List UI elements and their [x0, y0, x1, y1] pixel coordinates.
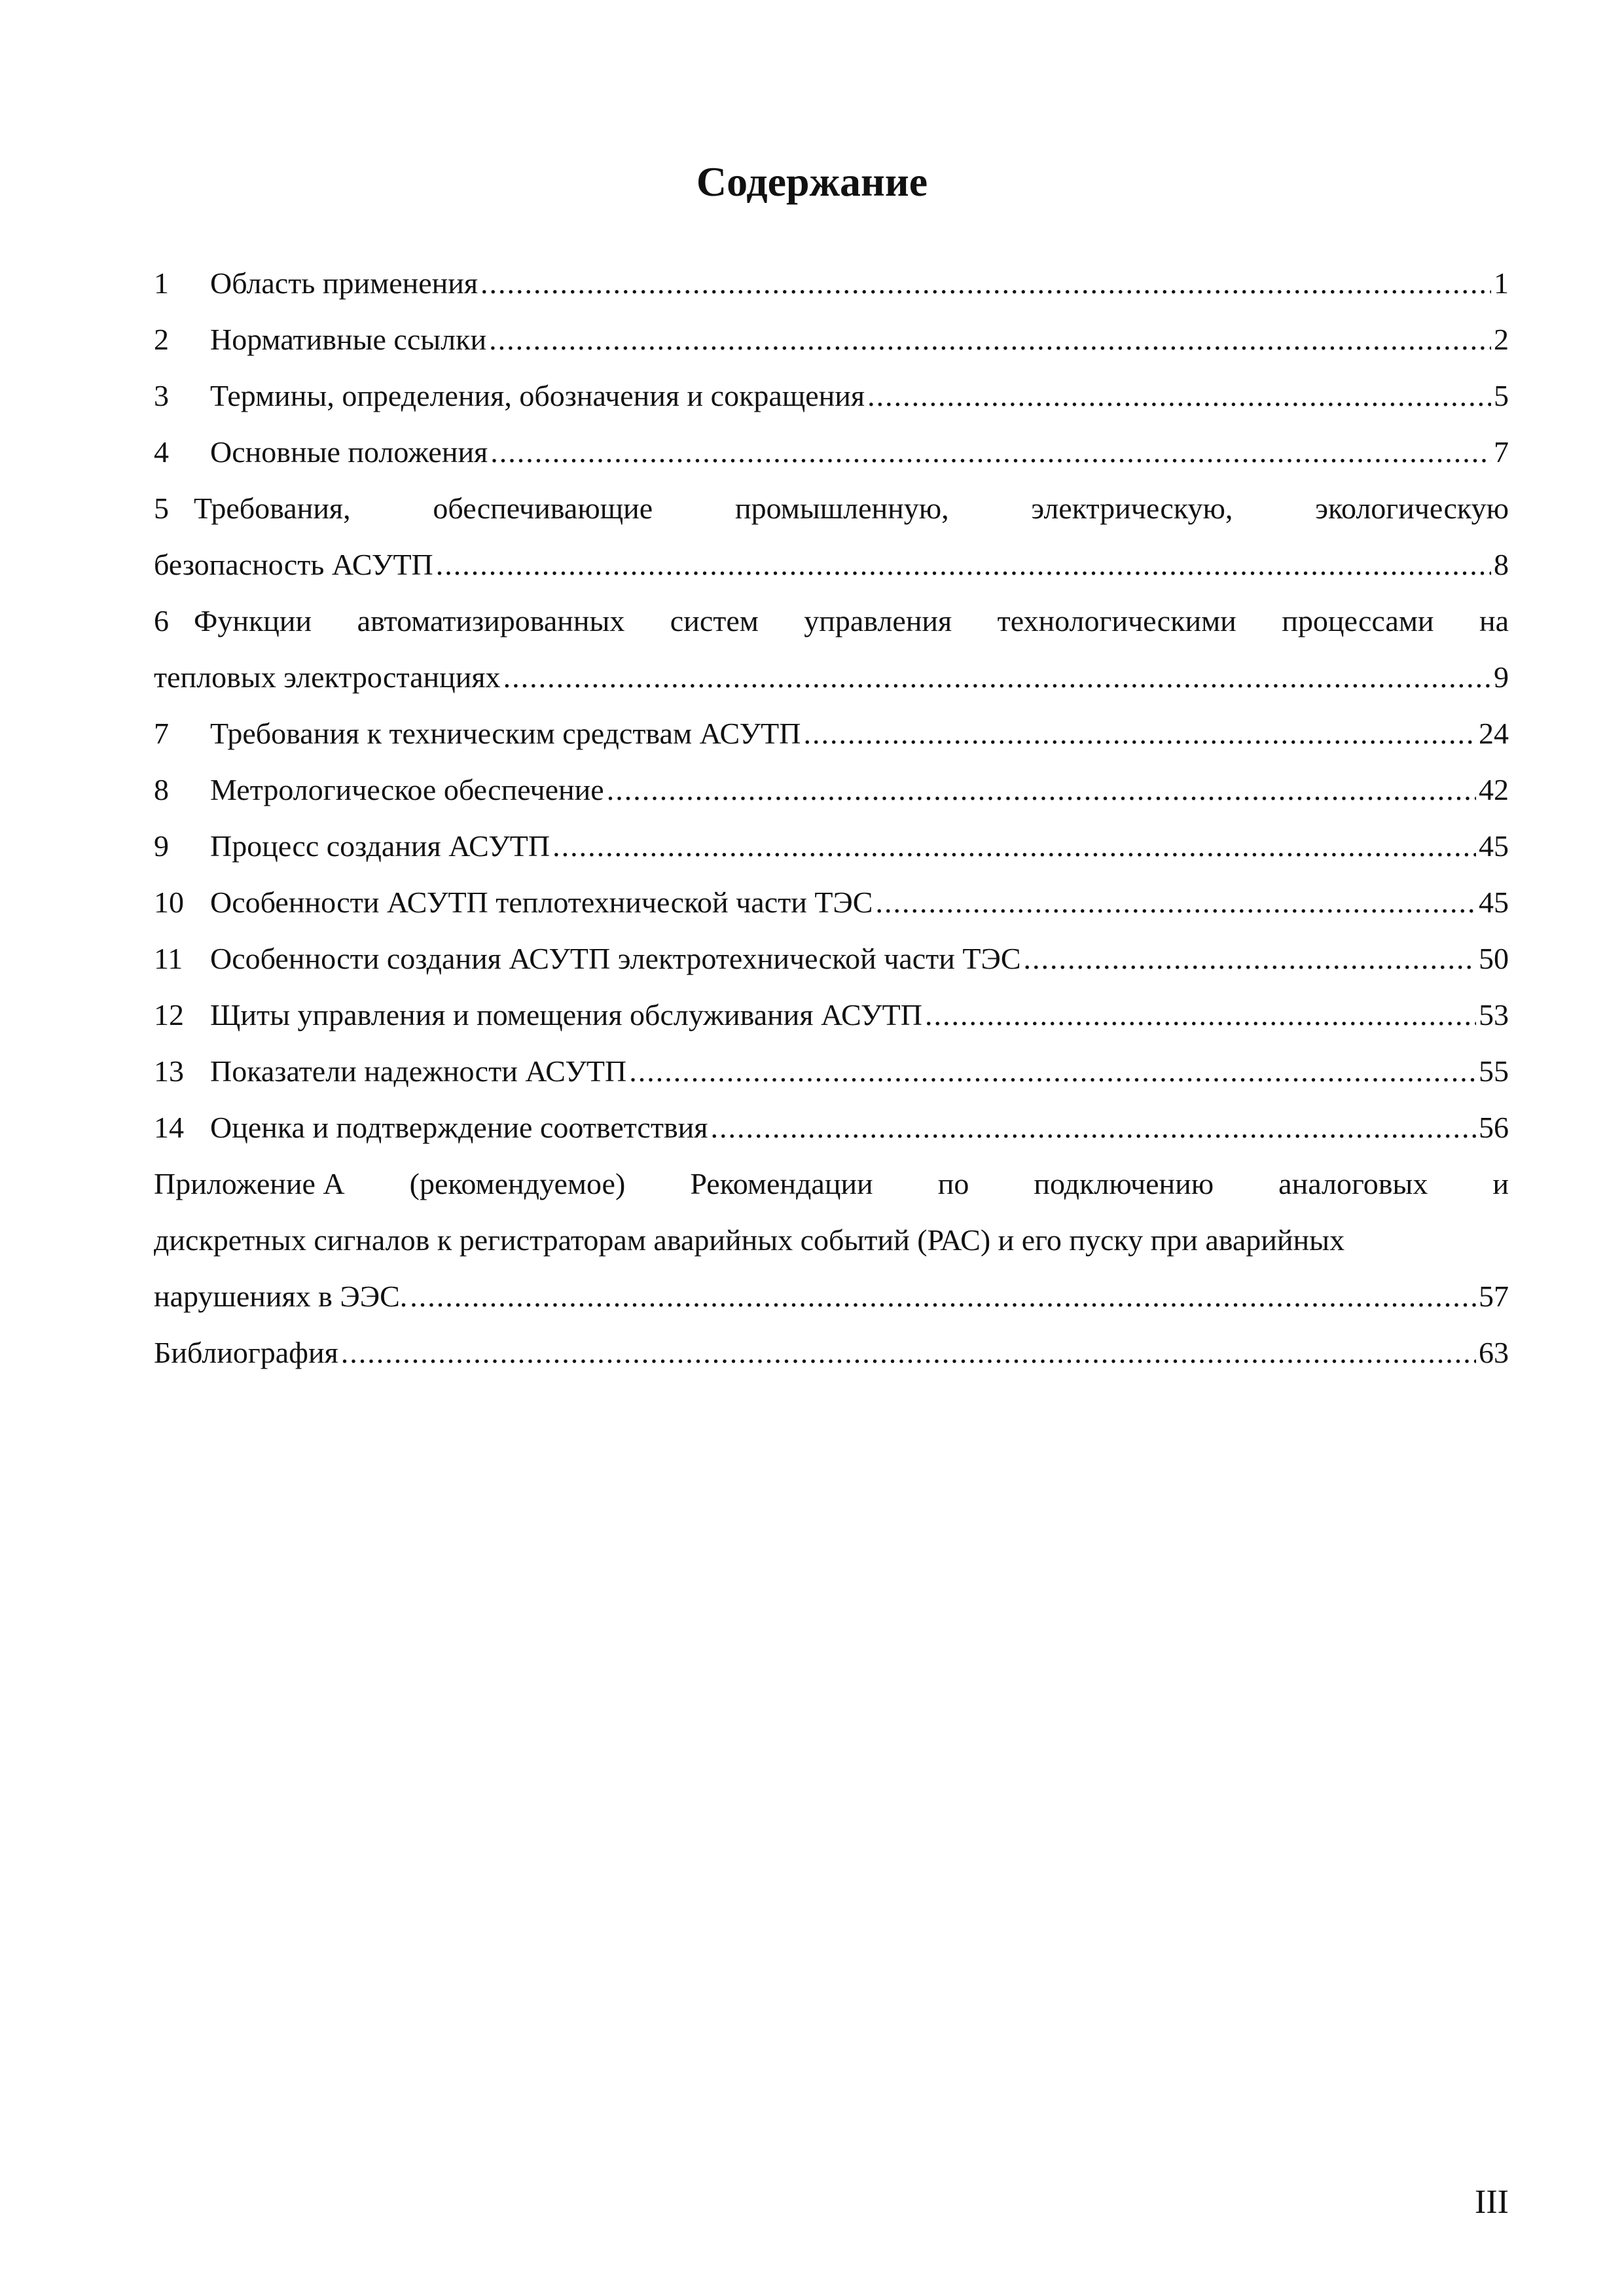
leader-dots — [867, 368, 1491, 424]
toc-entry-word: Требования, — [194, 492, 351, 525]
toc-entry-first-line — [154, 593, 1509, 649]
toc-entry-number: 2 — [154, 323, 169, 356]
toc-entry-number: 11 — [154, 942, 183, 975]
page-number: III — [1475, 2183, 1509, 2221]
toc-entry-label: Щиты управления и помещения обслуживания АСУТП — [210, 998, 922, 1031]
toc-entry[interactable] — [154, 424, 1509, 480]
leader-dots — [552, 818, 1476, 874]
toc-entry-number: 1 — [154, 266, 169, 300]
toc-entry-page: 5 — [1494, 379, 1509, 412]
toc-entry-label: Особенности создания АСУТП электротехнической части ТЭС — [210, 942, 1021, 975]
toc-entry-page: 42 — [1479, 773, 1509, 806]
toc-entry-word: промышленную, — [734, 492, 949, 525]
toc-entry-word: процессами — [1282, 604, 1434, 637]
toc-entry-word: экологическую — [1315, 492, 1509, 525]
leader-dots — [410, 1268, 1476, 1325]
toc-entry-label: Основные положения — [210, 435, 488, 469]
toc-entry[interactable] — [154, 480, 1509, 593]
toc-entry[interactable] — [154, 874, 1509, 931]
toc-entry-label: Область применения — [210, 266, 478, 300]
toc-entry-word: Приложение — [154, 1167, 316, 1200]
toc-entry-page: 45 — [1479, 886, 1509, 919]
leader-dots — [629, 1043, 1476, 1100]
toc-entry-word: Рекомендации — [690, 1167, 873, 1200]
toc-entry-word: А — [323, 1167, 345, 1200]
toc-entry-number: 10 — [154, 886, 184, 919]
toc-entry-label: Требования к техническим средствам АСУТП — [210, 717, 801, 750]
leader-dots — [503, 649, 1491, 706]
toc-entry-word: подключению — [1034, 1167, 1214, 1200]
toc-entry-number: 4 — [154, 435, 169, 469]
toc-entry[interactable] — [154, 762, 1509, 818]
toc-entry-page: 50 — [1479, 942, 1509, 975]
toc-entry-first-line — [154, 1156, 1509, 1212]
toc-entry-appendix[interactable] — [154, 1156, 1509, 1325]
leader-dots — [803, 706, 1476, 762]
toc-entry-bibliography[interactable] — [154, 1325, 1509, 1381]
leader-dots — [710, 1100, 1476, 1156]
toc-entry-word: электрическую, — [1031, 492, 1233, 525]
page-title: Содержание — [696, 158, 928, 205]
leader-dots — [925, 987, 1476, 1043]
leader-dots — [436, 537, 1491, 593]
toc-entry-word: Функции — [194, 604, 312, 637]
toc-entry-page: 57 — [1479, 1280, 1509, 1313]
toc-entry-page: 8 — [1494, 548, 1509, 581]
leader-dots — [607, 762, 1476, 818]
toc-entry-word: по — [937, 1167, 969, 1200]
toc-entry-label: Оценка и подтверждение соответствия — [210, 1111, 708, 1144]
toc-entry[interactable] — [154, 593, 1509, 706]
leader-dots — [480, 255, 1491, 312]
toc-entry[interactable] — [154, 987, 1509, 1043]
toc-entry[interactable] — [154, 706, 1509, 762]
toc-entry-label: безопасность АСУТП — [154, 548, 433, 581]
toc-entry-middle-line — [154, 1212, 1509, 1268]
toc-entry-word: технологическими — [997, 604, 1236, 637]
toc-entry-page: 55 — [1479, 1054, 1509, 1088]
toc-entry-last-line — [154, 649, 1509, 706]
toc-entry-number: 13 — [154, 1054, 184, 1088]
toc-entry-page: 1 — [1494, 266, 1509, 300]
toc-entry-last-line — [154, 1268, 1509, 1325]
toc-entry-number: 5 — [154, 492, 169, 525]
toc-entry-page: 9 — [1494, 660, 1509, 694]
toc-entry-label: Процесс создания АСУТП — [210, 829, 550, 863]
toc-entry-number: 14 — [154, 1111, 184, 1144]
toc-entry-first-line — [154, 480, 1509, 537]
toc-entry[interactable] — [154, 1100, 1509, 1156]
toc-entry-word: обеспечивающие — [433, 492, 653, 525]
toc-entry-number: 9 — [154, 829, 169, 863]
leader-dots — [875, 874, 1476, 931]
toc-entry-label: нарушениях в ЭЭС. — [154, 1280, 408, 1313]
toc-entry-number: 6 — [154, 604, 169, 637]
toc-entry-word: (рекомендуемое) — [409, 1167, 626, 1200]
toc-entry-word: аналоговых — [1278, 1167, 1428, 1200]
toc-entry-number: 8 — [154, 773, 169, 806]
toc-entry-page: 53 — [1479, 998, 1509, 1031]
leader-dots — [490, 424, 1491, 480]
toc-entry-page: 56 — [1479, 1111, 1509, 1144]
toc-entry-text: дискретных сигналов к регистраторам аварийных событий (РАС) и его пуску при аварийных — [154, 1223, 1345, 1257]
leader-dots — [489, 312, 1491, 368]
toc-entry-number: 3 — [154, 379, 169, 412]
toc-entry-word: на — [1479, 604, 1509, 637]
toc-entry-label: Метрологическое обеспечение — [210, 773, 604, 806]
toc-entry-number: 7 — [154, 717, 169, 750]
toc-entry-page: 45 — [1479, 829, 1509, 863]
toc-entry[interactable] — [154, 368, 1509, 424]
toc-entry-label: тепловых электростанциях — [154, 660, 501, 694]
toc-entry[interactable] — [154, 312, 1509, 368]
toc-entry[interactable] — [154, 255, 1509, 312]
toc-entry-number: 12 — [154, 998, 184, 1031]
toc-entry-page: 63 — [1479, 1336, 1509, 1369]
table-of-contents — [154, 255, 1509, 1381]
toc-entry-last-line — [154, 537, 1509, 593]
toc-entry[interactable] — [154, 931, 1509, 987]
toc-entry-page: 24 — [1479, 717, 1509, 750]
leader-dots — [341, 1325, 1476, 1381]
toc-entry-label: Нормативные ссылки — [210, 323, 487, 356]
toc-entry-page: 2 — [1494, 323, 1509, 356]
toc-entry-word: и — [1492, 1167, 1509, 1200]
toc-entry-label: Показатели надежности АСУТП — [210, 1054, 627, 1088]
toc-entry-word: автоматизированных — [357, 604, 625, 637]
toc-entry-page: 7 — [1494, 435, 1509, 469]
leader-dots — [1024, 931, 1476, 987]
toc-entry-label: Особенности АСУТП теплотехнической части ТЭС — [210, 886, 873, 919]
toc-entry-label: Термины, определения, обозначения и сокращения — [210, 379, 865, 412]
toc-entry[interactable] — [154, 1043, 1509, 1100]
toc-entry-word: систем — [670, 604, 759, 637]
toc-entry-label: Библиография — [154, 1336, 338, 1369]
toc-entry[interactable] — [154, 818, 1509, 874]
toc-entry-word: управления — [804, 604, 952, 637]
